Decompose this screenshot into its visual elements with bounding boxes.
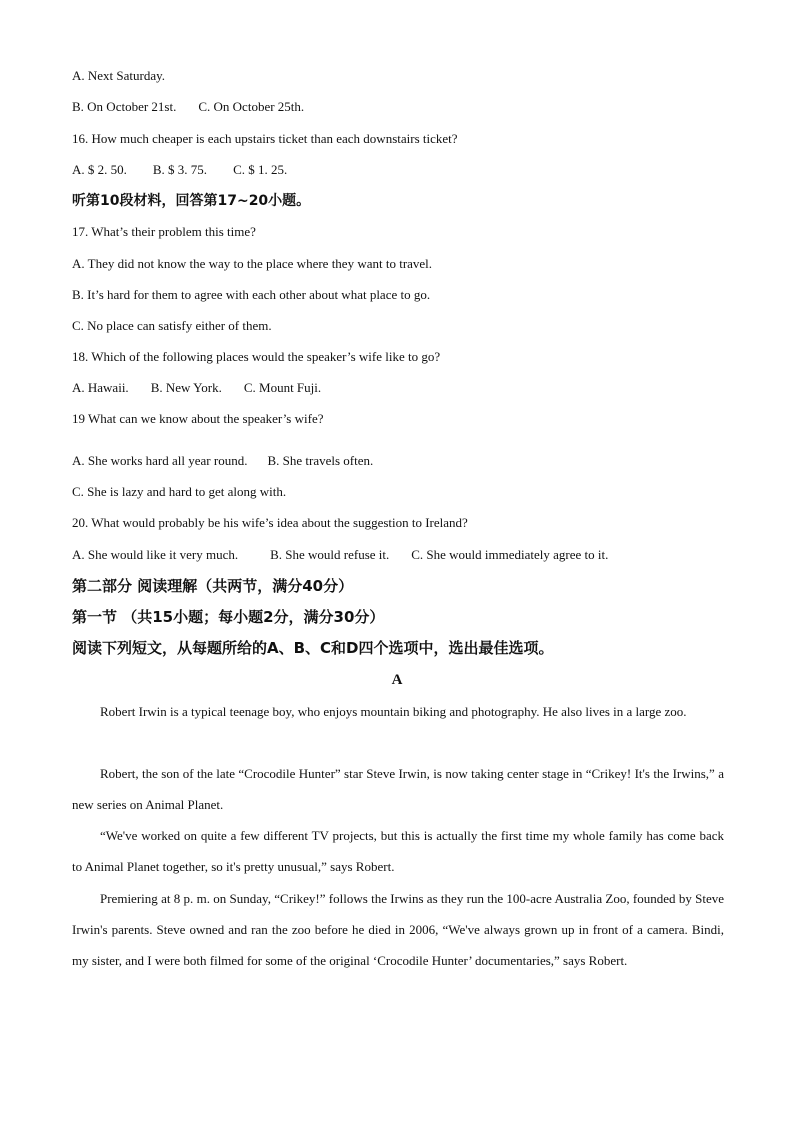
q20-question: 20. What would probably be his wife’s idea about the suggestion to Ireland? (72, 515, 468, 530)
q19-option-b: B. She travels often. (267, 453, 374, 468)
section-one-heading: 第一节 （共15小题；每小题2分，满分30分） (72, 608, 385, 626)
q16-option-a: A. $ 2. 50. (72, 162, 127, 177)
q15-option-a: A. Next Saturday. (72, 68, 166, 83)
q17-question: 17. What’s their problem this time? (72, 224, 256, 239)
q16-option-c: C. $ 1. 25. (233, 162, 288, 177)
q19-option-a: A. She works hard all year round. (72, 453, 248, 468)
passage-paragraph-2: Robert, the son of the late “Crocodile Hunter” star Steve Irwin, is now taking center stage in “Crikey! It's the Irwins,” a new series on Animal Planet. (72, 766, 724, 812)
q16-options (72, 162, 287, 178)
q20-option-b: B. She would refuse it. (270, 547, 390, 562)
q20-option-a: A. She would like it very much. (72, 547, 239, 562)
q19-options-ab (72, 453, 373, 469)
q16-question: 16. How much cheaper is each upstairs ticket than each downstairs ticket? (72, 131, 458, 146)
passage-paragraph-4: Premiering at 8 p. m. on Sunday, “Crikey!” follows the Irwins as they run the 100-acre Australia Zoo, founded by Steve Irwin's parents. Steve owned and ran the zoo before he died in 2006, “We've always grown up in front of a camera. Bindi, my sister, and I were both filmed for some of the original ‘Crocodile Hunter’ documentaries,” says Robert. (72, 891, 724, 968)
reading-instructions: 阅读下列短文，从每题所给的A、B、C和D四个选项中，选出最佳选项。 (72, 639, 554, 657)
passage-paragraph-3: “We've worked on quite a few different TV projects, but this is actually the first time my whole family has come back to Animal Planet together, so it's pretty unusual,” says Robert. (72, 828, 724, 874)
q15-option-c: C. On October 25th. (198, 99, 305, 114)
q17-option-c: C. No place can satisfy either of them. (72, 318, 272, 333)
q19-option-c: C. She is lazy and hard to get along with. (72, 484, 287, 499)
q17-option-a: A. They did not know the way to the place where they want to travel. (72, 256, 433, 271)
q20-options (72, 547, 608, 563)
q18-options (72, 380, 321, 396)
q18-option-b: B. New York. (150, 380, 222, 395)
q18-option-c: C. Mount Fuji. (243, 380, 322, 395)
q16-option-b: B. $ 3. 75. (152, 162, 208, 177)
passage-paragraph-1: Robert Irwin is a typical teenage boy, who enjoys mountain biking and photography. He also lives in a large zoo. (100, 704, 687, 719)
q15-options-bc (72, 99, 304, 115)
q18-option-a: A. Hawaii. (72, 380, 129, 395)
part-two-heading: 第二部分 阅读理解（共两节，满分40分） (72, 577, 354, 595)
q15-option-b: B. On October 21st. (72, 99, 177, 114)
q18-question: 18. Which of the following places would the speaker’s wife like to go? (72, 349, 441, 364)
q20-option-c: C. She would immediately agree to it. (411, 547, 609, 562)
q17-option-b: B. It’s hard for them to agree with each other about what place to go. (72, 287, 431, 302)
passage-label: A (391, 672, 403, 688)
section-10-heading: 听第10段材料，回答第17~20小题。 (72, 193, 311, 209)
q19-question: 19 What can we know about the speaker’s wife? (72, 411, 324, 426)
